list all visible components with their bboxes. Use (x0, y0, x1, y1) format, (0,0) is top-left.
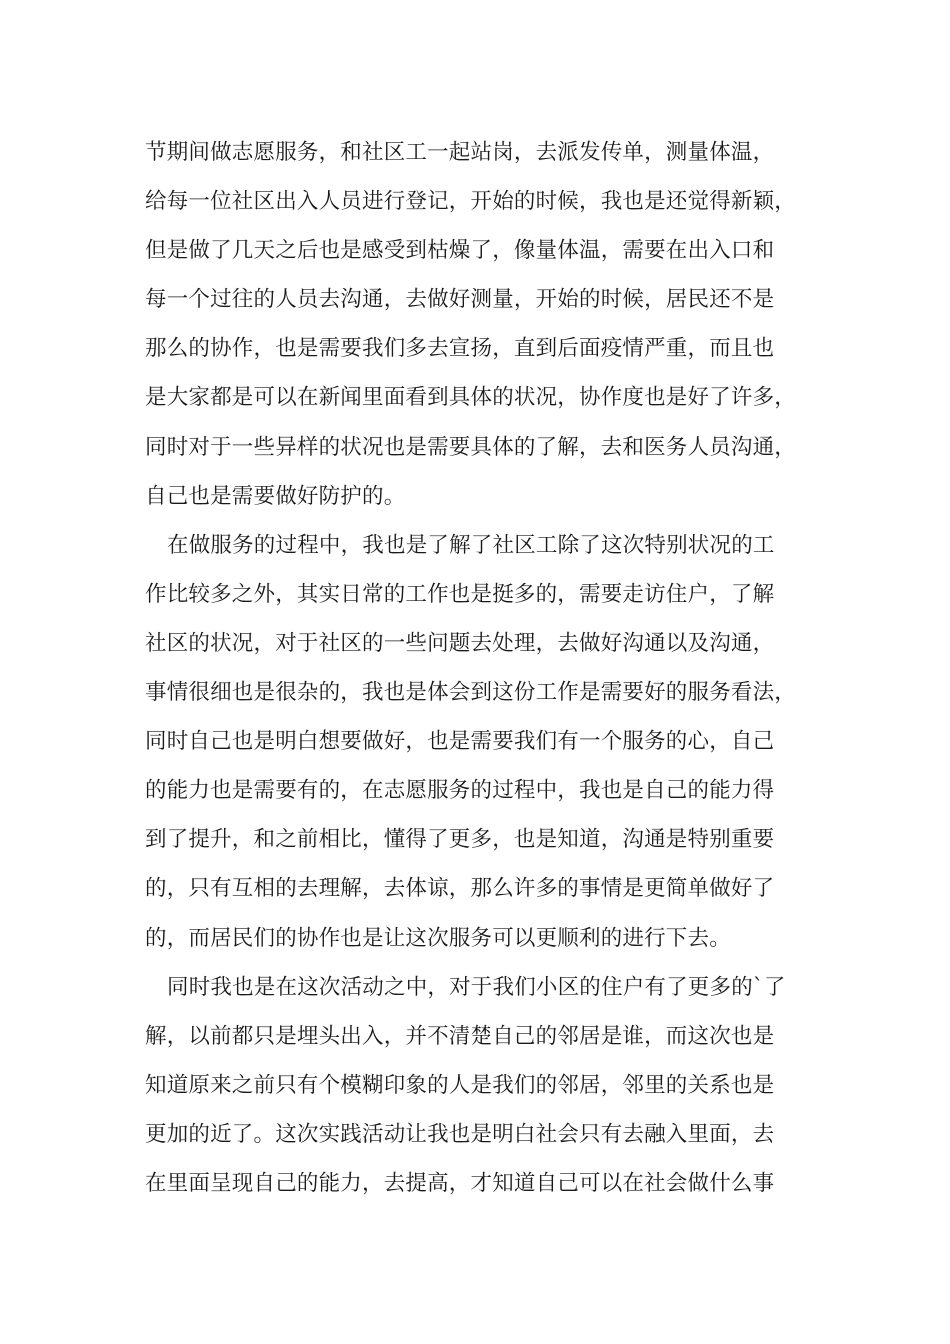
text-line: 节期间做志愿服务，和社区工一起站岗，去派发传单，测量体温， (145, 140, 775, 165)
text-line: 知道原来之前只有个模糊印象的人是我们的邻居，邻里的关系也是 (145, 1072, 775, 1098)
text-line: 的，而居民们的协作也是让这次服务可以更顺利的进行下去。 (145, 925, 731, 951)
text-line: 更加的近了。这次实践活动让我也是明白社会只有去融入里面，去 (145, 1121, 775, 1147)
text-line: 的能力也是需要有的，在志愿服务的过程中，我也是自己的能力得 (145, 778, 775, 804)
text-line: 自己也是需要做好防护的。 (145, 483, 406, 509)
text-line: 但是做了几天之后也是感受到枯燥了，像量体温，需要在出入口和 (145, 238, 775, 264)
text-line: 是大家都是可以在新闻里面看到具体的状况，协作度也是好了许多， (145, 385, 797, 411)
text-line: 解，以前都只是埋头出入，并不清楚自己的邻居是谁，而这次也是 (145, 1023, 775, 1049)
text-line: 在里面呈现自己的能力，去提高，才知道自己可以在社会做什么事 (145, 1170, 775, 1196)
text-line: 事情很细也是很杂的，我也是体会到这份工作是需要好的服务看法， (145, 680, 797, 706)
text-line: 每一个过往的人员去沟通，去做好测量，开始的时候，居民还不是 (145, 287, 775, 313)
text-line: 到了提升，和之前相比，懂得了更多，也是知道，沟通是特别重要 (145, 827, 775, 853)
text-line: 给每一位社区出入人员进行登记，开始的时候，我也是还觉得新颖， (145, 189, 797, 215)
text-line: 同时对于一些异样的状况也是需要具体的了解，去和医务人员沟通， (145, 434, 797, 460)
text-line: 的，只有互相的去理解，去体谅，那么许多的事情是更简单做好了 (145, 876, 775, 902)
paragraph-start-line: 同时我也是在这次活动之中，对于我们小区的住户有了更多的`了 (167, 974, 786, 1000)
text-line: 社区的状况，对于社区的一些问题去处理，去做好沟通以及沟通， (145, 630, 775, 656)
body-text (145, 128, 835, 1208)
text-line: 同时自己也是明白想要做好，也是需要我们有一个服务的心，自己 (145, 729, 775, 755)
text-line: 那么的协作，也是需要我们多去宣扬，直到后面疫情严重，而且也 (145, 336, 775, 362)
paragraph-start-line: 在做服务的过程中，我也是了解了社区工除了这次特别状况的工 (167, 532, 775, 558)
text-line: 作比较多之外，其实日常的工作也是挺多的，需要走访住户，了解 (145, 581, 775, 607)
